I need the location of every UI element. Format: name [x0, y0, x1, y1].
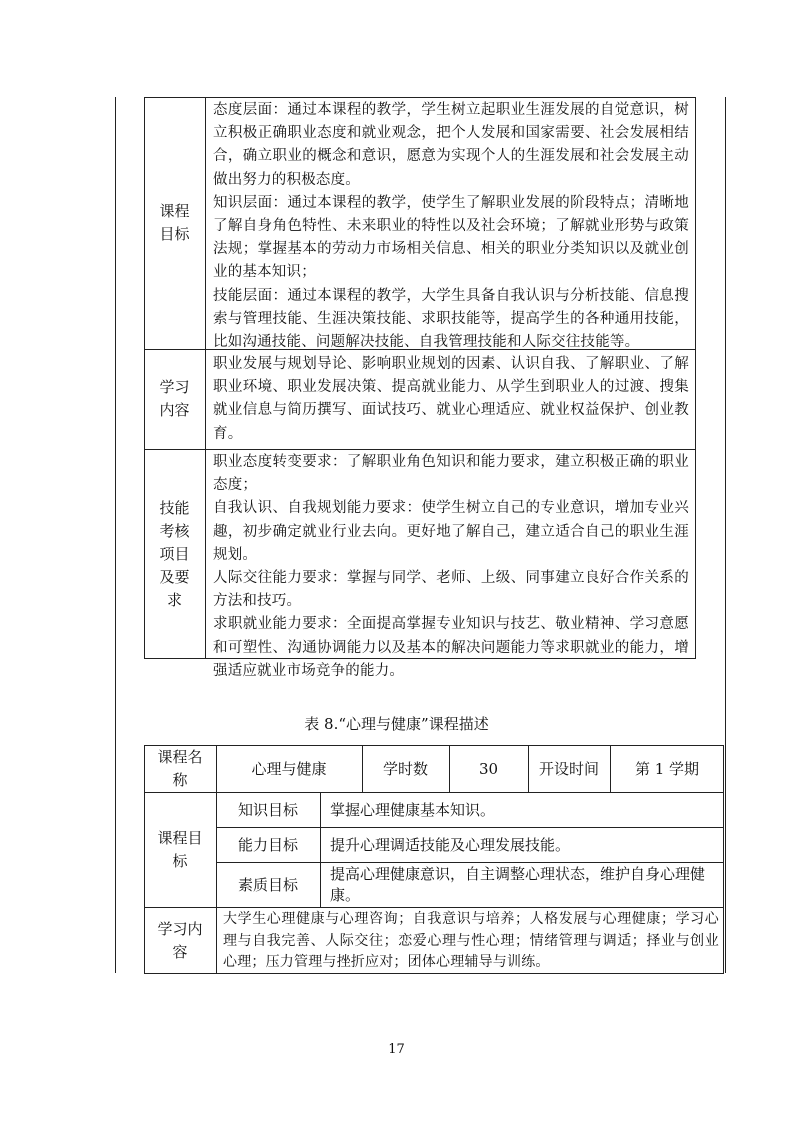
course-goals-label: 课程目 标 — [157, 828, 203, 870]
learning-content-text: 大学生心理健康与心理咨询；自我意识与培养；人格发展与心理健康；学习心理与自我完善、人际交往；恋爱心理与性心理；情绪管理与调适；择业与创业心理；压力管理与挫折应对；团体心理辅导与训练。 — [223, 911, 719, 970]
goals-bottom — [144, 907, 724, 908]
course-name-value: 心理与健康 — [251, 759, 327, 778]
page-number: 17 — [388, 1042, 405, 1057]
paragraph-skills: 技能层面：通过本课程的教学，大学生具备自我认识与分析技能、信息搜索与管理技能、生涯决策技能、求职技能等，提高学生的各种通用技能，比如沟通技能、问题解决技能、自我管理技能和人际交往技能等。 — [213, 287, 689, 351]
knowledge-goal-label: 知识目标 — [237, 800, 298, 819]
row-content-skill-assessment — [213, 451, 689, 683]
ability-goal-label: 能力目标 — [237, 835, 298, 854]
paragraph-knowledge: 知识层面：通过本课程的教学，使学生了解职业发展的阶段特点；清晰地了解自身角色特性、未来职业的特性以及社会环境；了解就业形势与政策法规；掌握基本的劳动力市场相关信息、相关的职业分类知识以及就业创业的基本知识； — [213, 194, 689, 281]
paragraph-learning-content: 职业发展与规划导论、影响职业规划的因素、认识自我、了解职业、了解职业环境、职业发展决策、提高就业能力、从学生到职业人的过渡、搜集就业信息与简历撰写、面试技巧、就业心理适应、就业权益保护、创业教育。 — [213, 356, 689, 442]
schedule-value: 第 1 学期 — [634, 759, 700, 778]
quality-goal-label: 素质目标 — [237, 875, 298, 894]
outer-right-border — [725, 97, 726, 973]
upper-table-col-divider — [205, 97, 206, 659]
hours-label: 学时数 — [382, 759, 428, 778]
outer-left-border — [115, 97, 116, 973]
paragraph-attitude-change: 职业态度转变要求：了解职业角色知识和能力要求，建立积极正确的职业态度； — [213, 454, 689, 494]
hours-value: 30 — [478, 759, 499, 778]
learning-content-label: 学习内 容 — [157, 919, 203, 961]
knowledge-goal-text: 掌握心理健康基本知识。 — [330, 800, 496, 819]
upper-table-row-divider-2 — [144, 449, 696, 450]
paragraph-job-seeking: 求职就业能力要求：全面提高掌握专业知识与技艺、敬业精神、学习意愿和可塑性、沟通协调能力以及基本的解决问题能力等求职就业的能力，增强适应就业市场竞争的能力。 — [213, 616, 689, 679]
row-label-course-goals: 课程 目标 — [159, 202, 190, 243]
ability-goal-text: 提升心理调适技能及心理发展技能。 — [330, 835, 571, 854]
paragraph-attitude: 态度层面：通过本课程的教学，学生树立起职业生涯发展的自觉意识，树立积极正确职业态度和就业观念，把个人发展和国家需要、社会发展相结合，确立职业的概念和意识，愿意为实现个人的生涯发展和社会发展主动做出努力的积极态度。 — [213, 102, 689, 188]
quality-goal-text: 提高心理健康意识，自主调整心理状态，维护自身心理健康。 — [330, 864, 706, 904]
row-content-course-goals — [213, 99, 689, 354]
paragraph-self-planning: 自我认识、自我规划能力要求：使学生树立自己的专业意识，增加专业兴趣，初步确定就业行业去向。更好地了解自己，建立适合自己的职业生涯规划。 — [213, 500, 689, 563]
table-caption: 表 8.“心理与健康”课程描述 — [304, 715, 489, 733]
course-name-label: 课程名 称 — [157, 747, 203, 789]
row-label-skill-assessment: 技能 考核 项目 及要 求 — [159, 498, 190, 609]
goals-inner-divider — [320, 792, 321, 907]
schedule-label: 开设时间 — [538, 759, 599, 778]
paragraph-interpersonal: 人际交往能力要求：掌握与同学、老师、上级、同事建立良好合作关系的方法和技巧。 — [213, 570, 689, 610]
row-content-learning-content — [213, 353, 689, 446]
row-label-learning-content: 学习 内容 — [159, 378, 190, 419]
